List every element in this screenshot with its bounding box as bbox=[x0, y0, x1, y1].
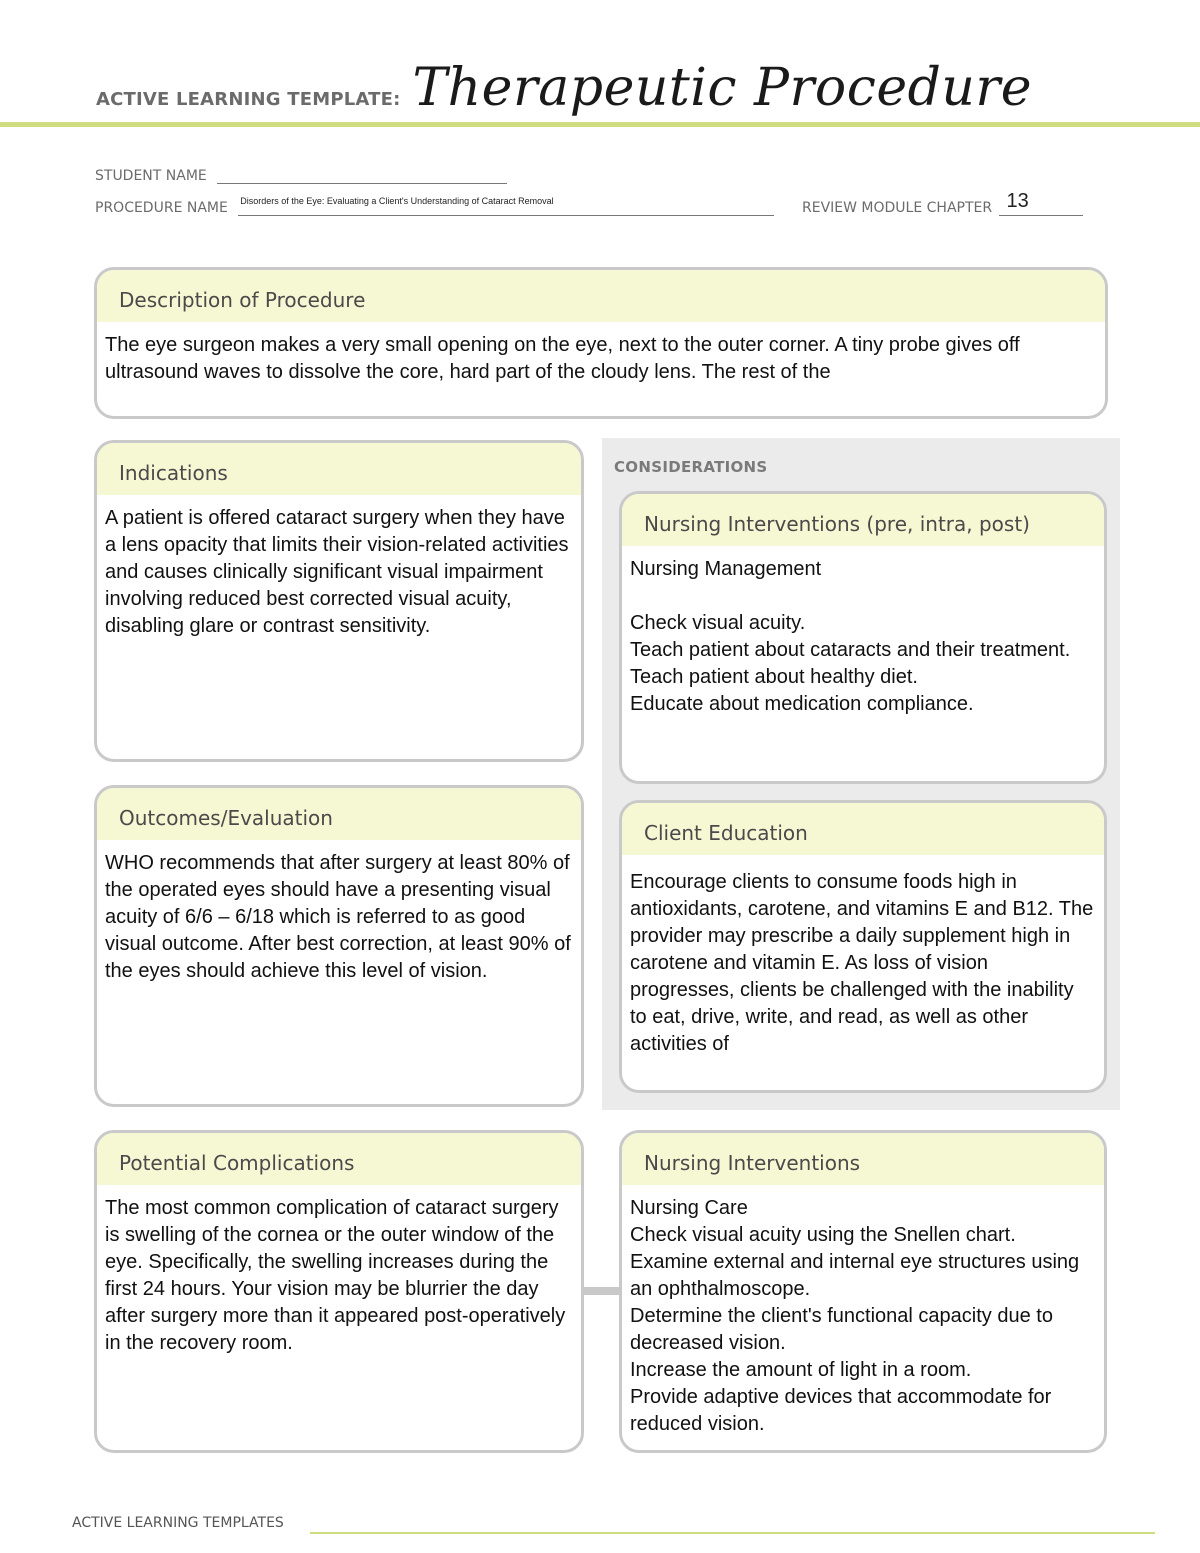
indications-body[interactable]: A patient is offered cataract surgery when they have a lens opacity that limits their vision-related activities and causes clinically significant visual impairment involving reduced best corrected visual acuity, disabling glare or contrast sensitivity. bbox=[105, 507, 569, 637]
description-heading: Description of Procedure bbox=[97, 270, 1105, 322]
page-header bbox=[96, 58, 1032, 122]
client-education-heading: Client Education bbox=[622, 803, 1104, 855]
review-module-value: 13 bbox=[1006, 190, 1029, 212]
indications-card bbox=[94, 440, 584, 762]
connector-line bbox=[582, 1287, 620, 1295]
nursing-interventions-card bbox=[619, 491, 1107, 784]
complication-interventions-card bbox=[619, 1130, 1107, 1453]
complication-interventions-body[interactable]: Nursing Care Check visual acuity using the Snellen chart. Examine external and internal eye structures using an ophthalmoscope. Determine the client's functional capacity due to decreased vision. Increase the amount of light in a room. Provide adaptive devices that accommodate for reduced vision. bbox=[630, 1197, 1080, 1435]
procedure-name-value: Disorders of the Eye: Evaluating a Client's Understanding of Cataract Removal bbox=[240, 196, 554, 206]
client-education-card bbox=[619, 800, 1107, 1093]
outcomes-card bbox=[94, 785, 584, 1107]
student-name-field bbox=[95, 166, 507, 184]
procedure-name-field bbox=[95, 198, 774, 216]
description-body[interactable]: The eye surgeon makes a very small opening on the eye, next to the outer corner. A tiny probe gives off ultrasound waves to dissolve the core, hard part of the cloudy lens. The rest of the bbox=[105, 334, 1020, 383]
complications-heading: Potential Complications bbox=[97, 1133, 581, 1185]
client-education-body[interactable]: Encourage clients to consume foods high in antioxidants, carotene, and vitamins E and B12. The provider may prescribe a daily supplement high in carotene and vitamin E. As loss of vision progresses, clients be challenged with the inability to eat, drive, write, and read, as well as other activities of bbox=[630, 871, 1094, 1055]
page-title: Therapeutic Procedure bbox=[412, 58, 1032, 118]
review-module-label: REVIEW MODULE CHAPTER bbox=[802, 200, 993, 216]
indications-heading: Indications bbox=[97, 443, 581, 495]
complications-card bbox=[94, 1130, 584, 1453]
considerations-label: CONSIDERATIONS bbox=[614, 458, 768, 476]
description-card bbox=[94, 267, 1108, 419]
review-module-field bbox=[802, 190, 1083, 216]
outcomes-body[interactable]: WHO recommends that after surgery at least 80% of the operated eyes should have a presenting visual acuity of 6/6 – 6/18 which is referred to as good visual outcome. After best correction, at least 90% of the eyes should achieve this level of vision. bbox=[105, 852, 571, 982]
complications-body[interactable]: The most common complication of cataract surgery is swelling of the cornea or the outer window of the eye. Specifically, the swelling increases during the first 24 hours. Your vision may be blurrier the day after surgery more than it appeared post-operatively in the recovery room. bbox=[105, 1197, 566, 1354]
outcomes-heading: Outcomes/Evaluation bbox=[97, 788, 581, 840]
procedure-name-input[interactable] bbox=[238, 198, 774, 216]
student-name-input[interactable] bbox=[217, 166, 507, 184]
review-module-input[interactable] bbox=[999, 190, 1083, 216]
template-label: ACTIVE LEARNING TEMPLATE: bbox=[96, 89, 401, 110]
header-divider bbox=[0, 122, 1200, 127]
nursing-interventions-heading: Nursing Interventions (pre, intra, post) bbox=[622, 494, 1104, 546]
footer-label: ACTIVE LEARNING TEMPLATES bbox=[72, 1515, 284, 1531]
complication-interventions-heading: Nursing Interventions bbox=[622, 1133, 1104, 1185]
nursing-interventions-body[interactable]: Nursing Management Check visual acuity. Teach patient about cataracts and their treatment. Teach patient about healthy diet. Educate about medication compliance. bbox=[630, 558, 1071, 715]
student-name-label: STUDENT NAME bbox=[95, 168, 207, 184]
footer-divider bbox=[310, 1532, 1155, 1534]
procedure-name-label: PROCEDURE NAME bbox=[95, 200, 228, 216]
